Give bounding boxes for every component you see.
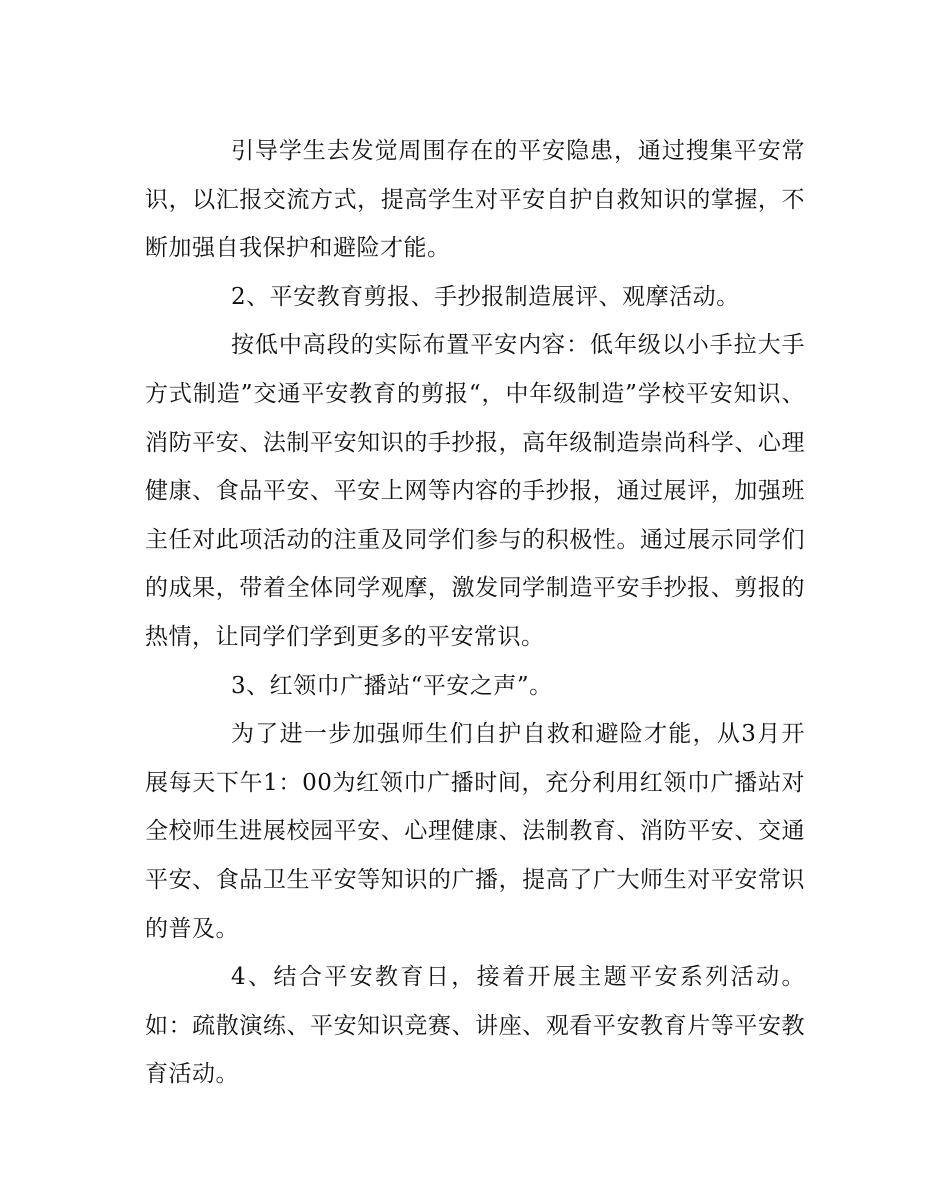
- paragraph-handcopy-details: 按低中高段的实际布置平安内容：低年级以小手拉大手方式制造”交通平安教育的剪报“，中年级制造”学校平安知识、消防平安、法制平安知识的手抄报，高年级制造崇尚科学、心理健康、食品平安、平安上网等内容的手抄报，通过展评，加强班主任对此项活动的注重及同学们参与的积极性。通过展示同学们的成果，带着全体同学观摩，激发同学制造平安手抄报、剪报的热情，让同学们学到更多的平安常识。: [145, 332, 805, 650]
- document-body: [145, 127, 805, 1099]
- paragraph-item-4: 4、结合平安教育日，接着开展主题平安系列活动。如：疏散演练、平安知识竞赛、讲座、观看平安教育片等平安教育活动。: [145, 964, 805, 1088]
- paragraph-heading-3: 3、红领巾广播站“平安之声”。: [231, 672, 553, 699]
- paragraph-heading-2: 2、平安教育剪报、手抄报制造展评、观摩活动。: [231, 283, 740, 310]
- paragraph-broadcast-details: 为了进一步加强师生们自护自救和避险才能，从3月开展每天下午1：00为红领巾广播时间，充分利用红领巾广播站对全校师生进展校园平安、心理健康、法制教育、消防平安、交通平安、食品卫生平安等知识的广播，提高了广大师生对平安常识的普及。: [145, 721, 805, 942]
- paragraph-intro: 引导学生去发觉周围存在的平安隐患，通过搜集平安常识，以汇报交流方式，提高学生对平安自护自救知识的掌握，不断加强自我保护和避险才能。: [145, 138, 805, 262]
